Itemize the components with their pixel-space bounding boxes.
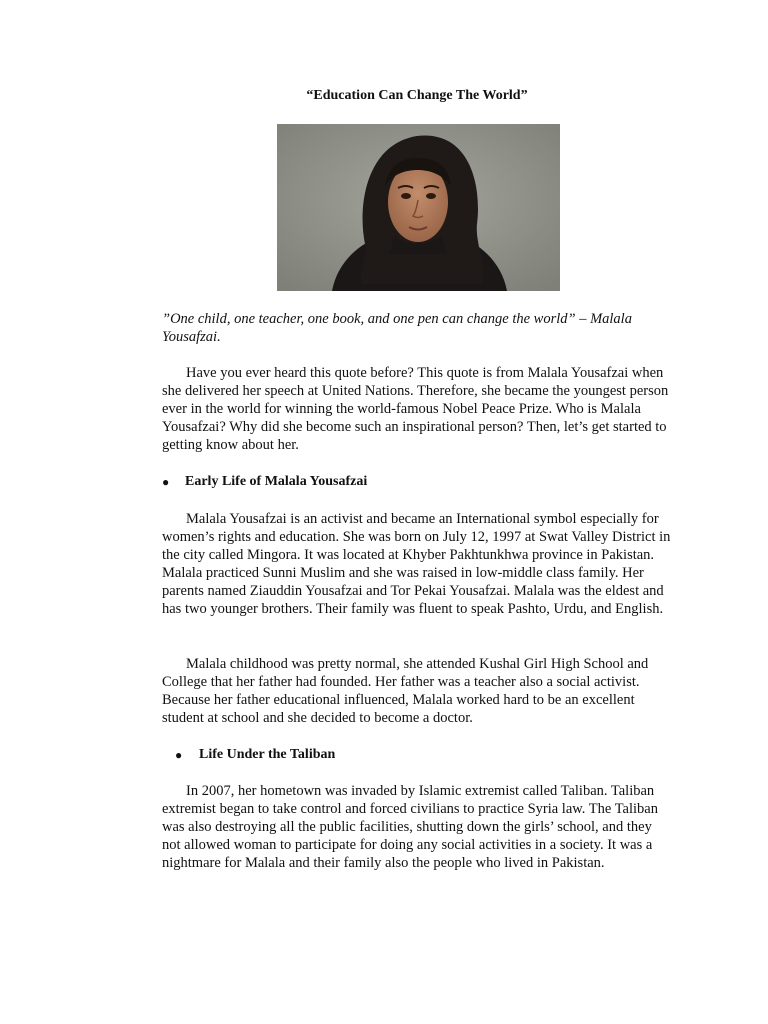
section-heading-text: Early Life of Malala Yousafzai [185, 474, 368, 489]
portrait-photo [277, 124, 560, 291]
portrait-illustration [277, 124, 560, 291]
taliban-paragraph-1: In 2007, her hometown was invaded by Islamic extremist called Taliban. Taliban extremist began to take control and forced civilians to practice Syria law. The Taliban was also destroying all the public facilities, shutting down the girls’ school, and they not allowed woman to participate for doing any social activities in a society. It was a nightmare for Malala and their family also the people who lived in Pakistan. [162, 783, 658, 871]
early-life-paragraph-2: Malala childhood was pretty normal, she attended Kushal Girl High School and College that her father had founded. Her father was a teacher also a social activist. Because her father educational influenced, Malala worked hard to be an excellent student at school and she decided to become a doctor. [162, 656, 649, 726]
malala-quote: ”One child, one teacher, one book, and one pen can change the world” – Malala Yousafzai. [162, 311, 632, 345]
section-heading-text: Life Under the Taliban [199, 747, 336, 762]
early-life-paragraph-1: Malala Yousafzai is an activist and became an International symbol especially for women’s rights and education. She was born on July 12, 1997 at Swat Valley District in the city called Mingora. It was located at Khyber Pakhtunkhwa province in Pakistan. Malala practiced Sunni Muslim and she was raised in low-middle class family. Her parents named Ziauddin Yousafzai and Tor Pekai Yousafzai. Malala was the eldest and has two younger brothers. Their family was fluent to speak Pashto, Urdu, and English. [162, 511, 671, 617]
document-title: “Education Can Change The World” [306, 88, 528, 103]
document-page [162, 0, 672, 1024]
bullet-icon: ● [175, 748, 183, 762]
intro-paragraph: Have you ever heard this quote before? This quote is from Malala Yousafzai when she delivered her speech at United Nations. Therefore, she became the youngest person ever in the world for winning the world-famous Nobel Peace Prize. Who is Malala Yousafzai? Why did she become such an inspirational person? Then, let’s get started to getting know about her. [162, 365, 669, 453]
bullet-icon: ● [162, 475, 170, 489]
